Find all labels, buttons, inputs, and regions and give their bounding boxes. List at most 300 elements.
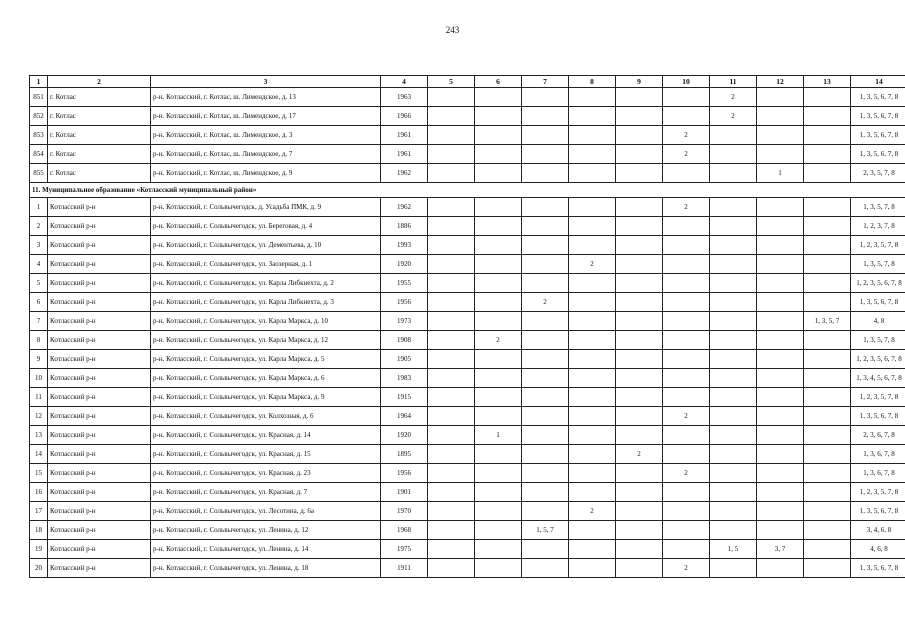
cell-settlement: г. Котлас xyxy=(48,107,151,126)
cell-c6 xyxy=(475,350,522,369)
cell-c11: 1, 5 xyxy=(710,540,757,559)
cell-c12 xyxy=(757,521,804,540)
cell-c12 xyxy=(757,388,804,407)
column-header: 4 xyxy=(381,76,428,88)
cell-c12: 1 xyxy=(757,164,804,183)
cell-address: р-н. Котласский, г. Сольвычегодск, ул. Ленина, д. 12 xyxy=(151,521,381,540)
table-row xyxy=(30,331,905,350)
cell-c11 xyxy=(710,350,757,369)
cell-c13 xyxy=(804,483,851,502)
cell-settlement: Котласский р-н xyxy=(48,198,151,217)
cell-c8 xyxy=(569,312,616,331)
cell-c12 xyxy=(757,217,804,236)
cell-year: 1964 xyxy=(381,407,428,426)
cell-c14: 1, 3, 5, 6, 7, 8 xyxy=(851,407,905,426)
cell-c11 xyxy=(710,502,757,521)
cell-c6 xyxy=(475,369,522,388)
cell-c8 xyxy=(569,388,616,407)
cell-year: 1895 xyxy=(381,445,428,464)
cell-c10 xyxy=(663,369,710,388)
cell-c10: 2 xyxy=(663,145,710,164)
cell-c6 xyxy=(475,107,522,126)
cell-settlement: Котласский р-н xyxy=(48,274,151,293)
cell-c8: 2 xyxy=(569,502,616,521)
cell-c11 xyxy=(710,236,757,255)
cell-c9 xyxy=(616,107,663,126)
cell-c11 xyxy=(710,407,757,426)
cell-settlement: Котласский р-н xyxy=(48,293,151,312)
cell-address: р-н. Котласский, г. Сольвычегодск, ул. Карла Либкнехта, д. 2 xyxy=(151,274,381,293)
cell-c8 xyxy=(569,540,616,559)
cell-c14: 1, 3, 5, 6, 7, 8 xyxy=(851,88,905,107)
table-row xyxy=(30,483,905,502)
cell-c10 xyxy=(663,521,710,540)
cell-year: 1970 xyxy=(381,502,428,521)
cell-c10 xyxy=(663,426,710,445)
cell-c8 xyxy=(569,426,616,445)
cell-c7 xyxy=(522,88,569,107)
cell-c14: 2, 3, 6, 7, 8 xyxy=(851,426,905,445)
cell-c7 xyxy=(522,236,569,255)
cell-year: 1961 xyxy=(381,145,428,164)
cell-c7: 2 xyxy=(522,293,569,312)
cell-address: р-н. Котласский, г. Сольвычегодск, ул. Заозерная, д. 1 xyxy=(151,255,381,274)
cell-c8 xyxy=(569,331,616,350)
cell-c12 xyxy=(757,145,804,164)
column-header: 10 xyxy=(663,76,710,88)
cell-c12 xyxy=(757,88,804,107)
section-row xyxy=(30,183,905,198)
cell-num: 17 xyxy=(30,502,48,521)
cell-c10 xyxy=(663,483,710,502)
cell-c14: 1, 3, 5, 6, 7, 8 xyxy=(851,107,905,126)
cell-year: 1963 xyxy=(381,88,428,107)
cell-num: 20 xyxy=(30,559,48,578)
cell-year: 1956 xyxy=(381,293,428,312)
cell-c11 xyxy=(710,274,757,293)
cell-c11: 2 xyxy=(710,107,757,126)
cell-num: 1 xyxy=(30,198,48,217)
cell-c13 xyxy=(804,388,851,407)
cell-address: р-н. Котласский, г. Сольвычегодск, ул. Лесотина, д. 6а xyxy=(151,502,381,521)
cell-c12 xyxy=(757,426,804,445)
cell-c14: 1, 3, 5, 7, 8 xyxy=(851,255,905,274)
cell-c8 xyxy=(569,464,616,483)
cell-address: р-н. Котласский, г. Сольвычегодск, ул. Береговая, д. 4 xyxy=(151,217,381,236)
cell-c13 xyxy=(804,126,851,145)
section-title: 11. Муниципальное образование «Котласский муниципальный район» xyxy=(30,183,905,198)
table-row xyxy=(30,369,905,388)
cell-c10 xyxy=(663,331,710,350)
cell-c11 xyxy=(710,312,757,331)
cell-year: 1973 xyxy=(381,312,428,331)
cell-c9 xyxy=(616,369,663,388)
cell-c11 xyxy=(710,255,757,274)
cell-num: 15 xyxy=(30,464,48,483)
cell-c10 xyxy=(663,293,710,312)
cell-address: р-н. Котласский, г. Сольвычегодск, ул. Карла Маркса, д. 10 xyxy=(151,312,381,331)
cell-c11 xyxy=(710,293,757,312)
cell-c7 xyxy=(522,217,569,236)
cell-address: р-н. Котласский, г. Сольвычегодск, ул. Колхозная, д. 6 xyxy=(151,407,381,426)
cell-year: 1966 xyxy=(381,107,428,126)
cell-c14: 1, 2, 3, 5, 7, 8 xyxy=(851,388,905,407)
cell-c8 xyxy=(569,236,616,255)
cell-c14: 1, 3, 5, 6, 7, 8 xyxy=(851,293,905,312)
cell-year: 1920 xyxy=(381,426,428,445)
cell-c6 xyxy=(475,388,522,407)
cell-year: 1993 xyxy=(381,236,428,255)
cell-c9 xyxy=(616,559,663,578)
cell-c11 xyxy=(710,483,757,502)
cell-c10 xyxy=(663,255,710,274)
cell-c5 xyxy=(428,217,475,236)
cell-c5 xyxy=(428,502,475,521)
cell-c9 xyxy=(616,521,663,540)
cell-address: р-н. Котласский, г. Котлас, ш. Лимендское, д. 7 xyxy=(151,145,381,164)
cell-c11 xyxy=(710,217,757,236)
cell-num: 851 xyxy=(30,88,48,107)
cell-settlement: Котласский р-н xyxy=(48,464,151,483)
cell-c10: 2 xyxy=(663,464,710,483)
table-row xyxy=(30,107,905,126)
cell-year: 1908 xyxy=(381,331,428,350)
cell-year: 1983 xyxy=(381,369,428,388)
cell-settlement: Котласский р-н xyxy=(48,369,151,388)
cell-c7 xyxy=(522,126,569,145)
cell-c12 xyxy=(757,274,804,293)
cell-c6 xyxy=(475,126,522,145)
cell-num: 8 xyxy=(30,331,48,350)
cell-year: 1905 xyxy=(381,350,428,369)
cell-year: 1962 xyxy=(381,198,428,217)
cell-c13 xyxy=(804,464,851,483)
cell-c10 xyxy=(663,217,710,236)
cell-c6 xyxy=(475,445,522,464)
cell-address: р-н. Котласский, г. Сольвычегодск, ул. Красная, д. 7 xyxy=(151,483,381,502)
cell-c12 xyxy=(757,126,804,145)
cell-c5 xyxy=(428,445,475,464)
cell-settlement: Котласский р-н xyxy=(48,255,151,274)
table-row xyxy=(30,521,905,540)
cell-c6 xyxy=(475,540,522,559)
cell-c10: 2 xyxy=(663,559,710,578)
cell-c10 xyxy=(663,312,710,331)
cell-c12 xyxy=(757,407,804,426)
column-header: 12 xyxy=(757,76,804,88)
cell-c9: 2 xyxy=(616,445,663,464)
cell-c8 xyxy=(569,483,616,502)
cell-c14: 1, 3, 6, 7, 8 xyxy=(851,445,905,464)
cell-c13 xyxy=(804,502,851,521)
cell-c9 xyxy=(616,293,663,312)
cell-address: р-н. Котласский, г. Котлас, ш. Лимендское, д. 3 xyxy=(151,126,381,145)
cell-settlement: Котласский р-н xyxy=(48,502,151,521)
cell-c6 xyxy=(475,198,522,217)
cell-c5 xyxy=(428,88,475,107)
cell-c6: 2 xyxy=(475,331,522,350)
table-row xyxy=(30,88,905,107)
cell-c10 xyxy=(663,445,710,464)
cell-c10 xyxy=(663,164,710,183)
cell-c9 xyxy=(616,145,663,164)
cell-c8 xyxy=(569,107,616,126)
table-row xyxy=(30,426,905,445)
cell-year: 1956 xyxy=(381,464,428,483)
cell-c5 xyxy=(428,274,475,293)
column-header: 1 xyxy=(30,76,48,88)
cell-num: 10 xyxy=(30,369,48,388)
cell-num: 7 xyxy=(30,312,48,331)
cell-address: р-н. Котласский, г. Сольвычегодск, ул. Карла Маркса, д. 6 xyxy=(151,369,381,388)
table-row xyxy=(30,312,905,331)
cell-c11 xyxy=(710,559,757,578)
cell-c5 xyxy=(428,540,475,559)
cell-year: 1975 xyxy=(381,540,428,559)
cell-settlement: г. Котлас xyxy=(48,164,151,183)
cell-c12 xyxy=(757,502,804,521)
table-row xyxy=(30,559,905,578)
cell-c5 xyxy=(428,483,475,502)
cell-c8 xyxy=(569,145,616,164)
column-header: 13 xyxy=(804,76,851,88)
cell-settlement: Котласский р-н xyxy=(48,331,151,350)
cell-c13 xyxy=(804,407,851,426)
cell-c12 xyxy=(757,559,804,578)
column-header: 9 xyxy=(616,76,663,88)
cell-c8 xyxy=(569,407,616,426)
cell-c12 xyxy=(757,107,804,126)
column-header: 7 xyxy=(522,76,569,88)
cell-c7 xyxy=(522,369,569,388)
cell-c12 xyxy=(757,236,804,255)
table-row xyxy=(30,350,905,369)
cell-c14: 3, 4, 6, 8 xyxy=(851,521,905,540)
cell-c8 xyxy=(569,217,616,236)
cell-c5 xyxy=(428,521,475,540)
cell-c12 xyxy=(757,445,804,464)
cell-c8 xyxy=(569,521,616,540)
cell-c13 xyxy=(804,293,851,312)
cell-c5 xyxy=(428,350,475,369)
cell-year: 1961 xyxy=(381,126,428,145)
cell-c7 xyxy=(522,164,569,183)
cell-c11 xyxy=(710,145,757,164)
cell-c12 xyxy=(757,331,804,350)
cell-c10 xyxy=(663,236,710,255)
table-row xyxy=(30,388,905,407)
table-row xyxy=(30,145,905,164)
cell-c6 xyxy=(475,255,522,274)
cell-settlement: г. Котлас xyxy=(48,88,151,107)
cell-c6 xyxy=(475,88,522,107)
cell-num: 4 xyxy=(30,255,48,274)
cell-c9 xyxy=(616,126,663,145)
cell-settlement: г. Котлас xyxy=(48,126,151,145)
cell-c7 xyxy=(522,274,569,293)
cell-c7 xyxy=(522,198,569,217)
cell-c7 xyxy=(522,464,569,483)
cell-c13 xyxy=(804,198,851,217)
column-header: 2 xyxy=(48,76,151,88)
table-row xyxy=(30,464,905,483)
cell-c7 xyxy=(522,559,569,578)
cell-c5 xyxy=(428,145,475,164)
cell-c7 xyxy=(522,483,569,502)
cell-num: 9 xyxy=(30,350,48,369)
cell-address: р-н. Котласский, г. Котлас, ш. Лимендское, д. 9 xyxy=(151,164,381,183)
cell-c10: 2 xyxy=(663,198,710,217)
cell-c9 xyxy=(616,312,663,331)
cell-c9 xyxy=(616,464,663,483)
cell-c11 xyxy=(710,198,757,217)
cell-c14: 1, 3, 5, 6, 7, 8 xyxy=(851,126,905,145)
cell-c5 xyxy=(428,293,475,312)
cell-c9 xyxy=(616,255,663,274)
cell-year: 1968 xyxy=(381,521,428,540)
column-header: 8 xyxy=(569,76,616,88)
cell-c14: 1, 2, 3, 5, 6, 7, 8 xyxy=(851,350,905,369)
cell-settlement: Котласский р-н xyxy=(48,540,151,559)
cell-c6 xyxy=(475,464,522,483)
cell-c13 xyxy=(804,164,851,183)
cell-c5 xyxy=(428,255,475,274)
cell-c6 xyxy=(475,236,522,255)
cell-c13 xyxy=(804,217,851,236)
table-row xyxy=(30,407,905,426)
cell-c7 xyxy=(522,388,569,407)
cell-c8 xyxy=(569,88,616,107)
column-header: 3 xyxy=(151,76,381,88)
cell-c5 xyxy=(428,312,475,331)
column-header: 11 xyxy=(710,76,757,88)
cell-c10: 2 xyxy=(663,126,710,145)
cell-c9 xyxy=(616,236,663,255)
cell-settlement: Котласский р-н xyxy=(48,217,151,236)
cell-c13 xyxy=(804,350,851,369)
cell-settlement: Котласский р-н xyxy=(48,521,151,540)
cell-c5 xyxy=(428,464,475,483)
cell-c10 xyxy=(663,388,710,407)
cell-c13 xyxy=(804,540,851,559)
table-row xyxy=(30,274,905,293)
cell-c6 xyxy=(475,274,522,293)
cell-c6 xyxy=(475,293,522,312)
cell-c7 xyxy=(522,426,569,445)
cell-c14: 1, 3, 5, 6, 7, 8 xyxy=(851,145,905,164)
cell-c5 xyxy=(428,369,475,388)
cell-num: 12 xyxy=(30,407,48,426)
cell-c10 xyxy=(663,350,710,369)
cell-c6 xyxy=(475,407,522,426)
cell-c6 xyxy=(475,559,522,578)
table-row xyxy=(30,255,905,274)
cell-c14: 4, 6, 8 xyxy=(851,540,905,559)
cell-c13 xyxy=(804,426,851,445)
cell-c9 xyxy=(616,502,663,521)
cell-num: 2 xyxy=(30,217,48,236)
cell-c8 xyxy=(569,369,616,388)
cell-c12 xyxy=(757,483,804,502)
cell-c14: 1, 3, 5, 7, 8 xyxy=(851,198,905,217)
cell-c6 xyxy=(475,164,522,183)
cell-c7 xyxy=(522,445,569,464)
cell-settlement: Котласский р-н xyxy=(48,407,151,426)
cell-num: 13 xyxy=(30,426,48,445)
cell-num: 6 xyxy=(30,293,48,312)
cell-address: р-н. Котласский, г. Сольвычегодск, ул. Красная, д. 14 xyxy=(151,426,381,445)
cell-c7 xyxy=(522,107,569,126)
cell-c11 xyxy=(710,445,757,464)
cell-c12 xyxy=(757,369,804,388)
cell-c11: 2 xyxy=(710,88,757,107)
cell-c6 xyxy=(475,521,522,540)
cell-address: р-н. Котласский, г. Котлас, ш. Лимендское, д. 17 xyxy=(151,107,381,126)
cell-c5 xyxy=(428,388,475,407)
cell-c11 xyxy=(710,521,757,540)
cell-settlement: Котласский р-н xyxy=(48,350,151,369)
cell-c9 xyxy=(616,198,663,217)
cell-c8: 2 xyxy=(569,255,616,274)
column-header: 5 xyxy=(428,76,475,88)
page-number: 243 xyxy=(445,25,460,35)
table-row xyxy=(30,217,905,236)
cell-c10 xyxy=(663,274,710,293)
cell-c13 xyxy=(804,88,851,107)
cell-year: 1920 xyxy=(381,255,428,274)
cell-c9 xyxy=(616,88,663,107)
cell-c13 xyxy=(804,236,851,255)
cell-c14: 1, 2, 3, 5, 7, 8 xyxy=(851,236,905,255)
buildings-table xyxy=(29,75,905,578)
cell-c9 xyxy=(616,274,663,293)
cell-c8 xyxy=(569,198,616,217)
table-row xyxy=(30,126,905,145)
cell-c11 xyxy=(710,369,757,388)
cell-c14: 1, 3, 6, 7, 8 xyxy=(851,464,905,483)
cell-c14: 4, 8 xyxy=(851,312,905,331)
cell-year: 1962 xyxy=(381,164,428,183)
cell-c13 xyxy=(804,369,851,388)
cell-c8 xyxy=(569,274,616,293)
cell-c8 xyxy=(569,350,616,369)
cell-settlement: Котласский р-н xyxy=(48,483,151,502)
cell-c11 xyxy=(710,126,757,145)
cell-c13 xyxy=(804,274,851,293)
table-row xyxy=(30,164,905,183)
cell-settlement: г. Котлас xyxy=(48,145,151,164)
cell-c10 xyxy=(663,88,710,107)
cell-c7 xyxy=(522,502,569,521)
cell-address: р-н. Котласский, г. Сольвычегодск, ул. Карла Маркса, д. 9 xyxy=(151,388,381,407)
cell-c10 xyxy=(663,502,710,521)
cell-settlement: Котласский р-н xyxy=(48,426,151,445)
table-row xyxy=(30,540,905,559)
cell-c5 xyxy=(428,198,475,217)
cell-c10 xyxy=(663,540,710,559)
cell-num: 18 xyxy=(30,521,48,540)
cell-address: р-н. Котласский, г. Сольвычегодск, ул. Дементьева, д. 10 xyxy=(151,236,381,255)
cell-year: 1915 xyxy=(381,388,428,407)
cell-settlement: Котласский р-н xyxy=(48,388,151,407)
cell-num: 14 xyxy=(30,445,48,464)
cell-c13 xyxy=(804,521,851,540)
cell-c8 xyxy=(569,293,616,312)
cell-c13 xyxy=(804,445,851,464)
cell-c9 xyxy=(616,164,663,183)
cell-year: 1955 xyxy=(381,274,428,293)
table-row xyxy=(30,198,905,217)
